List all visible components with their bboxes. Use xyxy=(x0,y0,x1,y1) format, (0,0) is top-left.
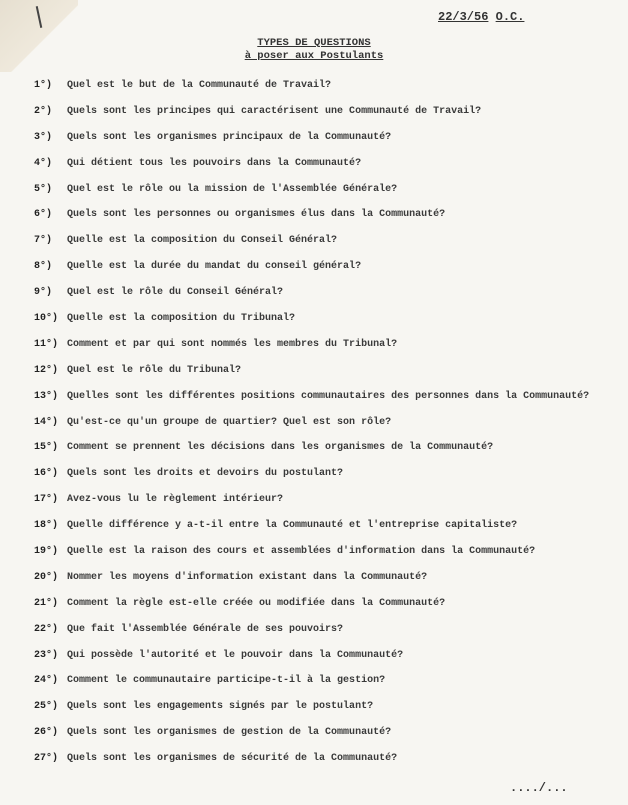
question-number: 6°) xyxy=(34,209,53,221)
list-item xyxy=(34,259,614,285)
list-item xyxy=(34,570,614,596)
list-item xyxy=(34,648,614,674)
list-item xyxy=(34,699,614,725)
list-item xyxy=(34,440,614,466)
list-item xyxy=(34,518,614,544)
question-number: 2°) xyxy=(34,105,53,117)
title-line-1: TYPES DE QUESTIONS xyxy=(257,37,371,49)
question-number: 13°) xyxy=(34,390,59,402)
question-number: 18°) xyxy=(34,520,59,532)
list-item xyxy=(34,156,614,182)
list-item xyxy=(34,233,614,259)
question-text: Quel est le rôle ou la mission de l'Assemblée Générale? xyxy=(67,183,398,195)
question-text: Quelle est la durée du mandat du conseil général? xyxy=(67,261,362,273)
question-number: 27°) xyxy=(34,753,59,765)
question-text: Quelle est la composition du Tribunal? xyxy=(67,313,296,325)
question-list xyxy=(34,78,614,777)
document-title xyxy=(0,37,628,62)
list-item xyxy=(34,673,614,699)
question-text: Nommer les moyens d'information existant dans la Communauté? xyxy=(67,571,428,583)
list-item xyxy=(34,311,614,337)
list-item xyxy=(34,104,614,130)
question-number: 20°) xyxy=(34,571,59,583)
question-number: 11°) xyxy=(34,338,59,350)
question-text: Comment et par qui sont nommés les membres du Tribunal? xyxy=(67,338,398,350)
question-text: Comment le communautaire participe-t-il à la gestion? xyxy=(67,675,386,687)
list-item xyxy=(34,363,614,389)
initials: O.C. xyxy=(495,10,525,24)
question-text: Quel est le rôle du Tribunal? xyxy=(67,364,242,376)
continuation-mark: ..../... xyxy=(510,781,568,795)
question-number: 5°) xyxy=(34,183,53,195)
question-number: 22°) xyxy=(34,623,59,635)
list-item xyxy=(34,751,614,777)
list-item xyxy=(34,207,614,233)
question-number: 14°) xyxy=(34,416,59,428)
question-number: 23°) xyxy=(34,649,59,661)
question-text: Comment la règle est-elle créée ou modifiée dans la Communauté? xyxy=(67,597,446,609)
date: 22/3/56 xyxy=(438,10,489,24)
question-number: 8°) xyxy=(34,261,53,273)
question-text: Quelle différence y a-t-il entre la Communauté et l'entreprise capitaliste? xyxy=(67,520,518,532)
question-number: 12°) xyxy=(34,364,59,376)
question-text: Avez-vous lu le règlement intérieur? xyxy=(67,494,284,506)
question-text: Quels sont les organismes de gestion de la Communauté? xyxy=(67,727,392,739)
list-item xyxy=(34,415,614,441)
question-number: 7°) xyxy=(34,235,53,247)
title-line-2: à poser aux Postulants xyxy=(244,50,384,62)
question-number: 19°) xyxy=(34,546,59,558)
question-number: 10°) xyxy=(34,313,59,325)
question-number: 9°) xyxy=(34,287,53,299)
date-header xyxy=(438,10,524,24)
list-item xyxy=(34,389,614,415)
question-text: Comment se prennent les décisions dans les organismes de la Communauté? xyxy=(67,442,494,454)
question-text: Quels sont les organismes principaux de la Communauté? xyxy=(67,131,392,143)
question-number: 15°) xyxy=(34,442,59,454)
question-number: 21°) xyxy=(34,597,59,609)
question-text: Quel est le rôle du Conseil Général? xyxy=(67,287,284,299)
list-item xyxy=(34,337,614,363)
question-number: 4°) xyxy=(34,157,53,169)
list-item xyxy=(34,130,614,156)
question-text: Que fait l'Assemblée Générale de ses pouvoirs? xyxy=(67,623,344,635)
list-item xyxy=(34,492,614,518)
question-text: Quels sont les droits et devoirs du postulant? xyxy=(67,468,344,480)
question-number: 25°) xyxy=(34,701,59,713)
list-item xyxy=(34,182,614,208)
question-text: Quels sont les personnes ou organismes élus dans la Communauté? xyxy=(67,209,446,221)
question-text: Quelle est la composition du Conseil Général? xyxy=(67,235,338,247)
list-item xyxy=(34,596,614,622)
list-item xyxy=(34,544,614,570)
list-item xyxy=(34,466,614,492)
question-number: 26°) xyxy=(34,727,59,739)
question-text: Quelles sont les différentes positions communautaires des personnes dans la Communauté? xyxy=(67,390,590,402)
list-item xyxy=(34,285,614,311)
question-number: 24°) xyxy=(34,675,59,687)
list-item xyxy=(34,78,614,104)
question-number: 16°) xyxy=(34,468,59,480)
question-number: 1°) xyxy=(34,80,53,91)
question-text: Qu'est-ce qu'un groupe de quartier? Quel est son rôle? xyxy=(67,416,392,428)
question-text: Quels sont les engagements signés par le postulant? xyxy=(67,701,374,713)
question-text: Quels sont les principes qui caractérisent une Communauté de Travail? xyxy=(67,105,482,117)
list-item xyxy=(34,725,614,751)
question-text: Quel est le but de la Communauté de Travail? xyxy=(67,80,332,91)
list-item xyxy=(34,622,614,648)
question-text: Quelle est la raison des cours et assemblées d'information dans la Communauté? xyxy=(67,546,536,558)
question-text: Qui détient tous les pouvoirs dans la Communauté? xyxy=(67,157,362,169)
question-text: Qui possède l'autorité et le pouvoir dans la Communauté? xyxy=(67,649,404,661)
question-number: 17°) xyxy=(34,494,59,506)
question-text: Quels sont les organismes de sécurité de la Communauté? xyxy=(67,753,398,765)
question-number: 3°) xyxy=(34,131,53,143)
